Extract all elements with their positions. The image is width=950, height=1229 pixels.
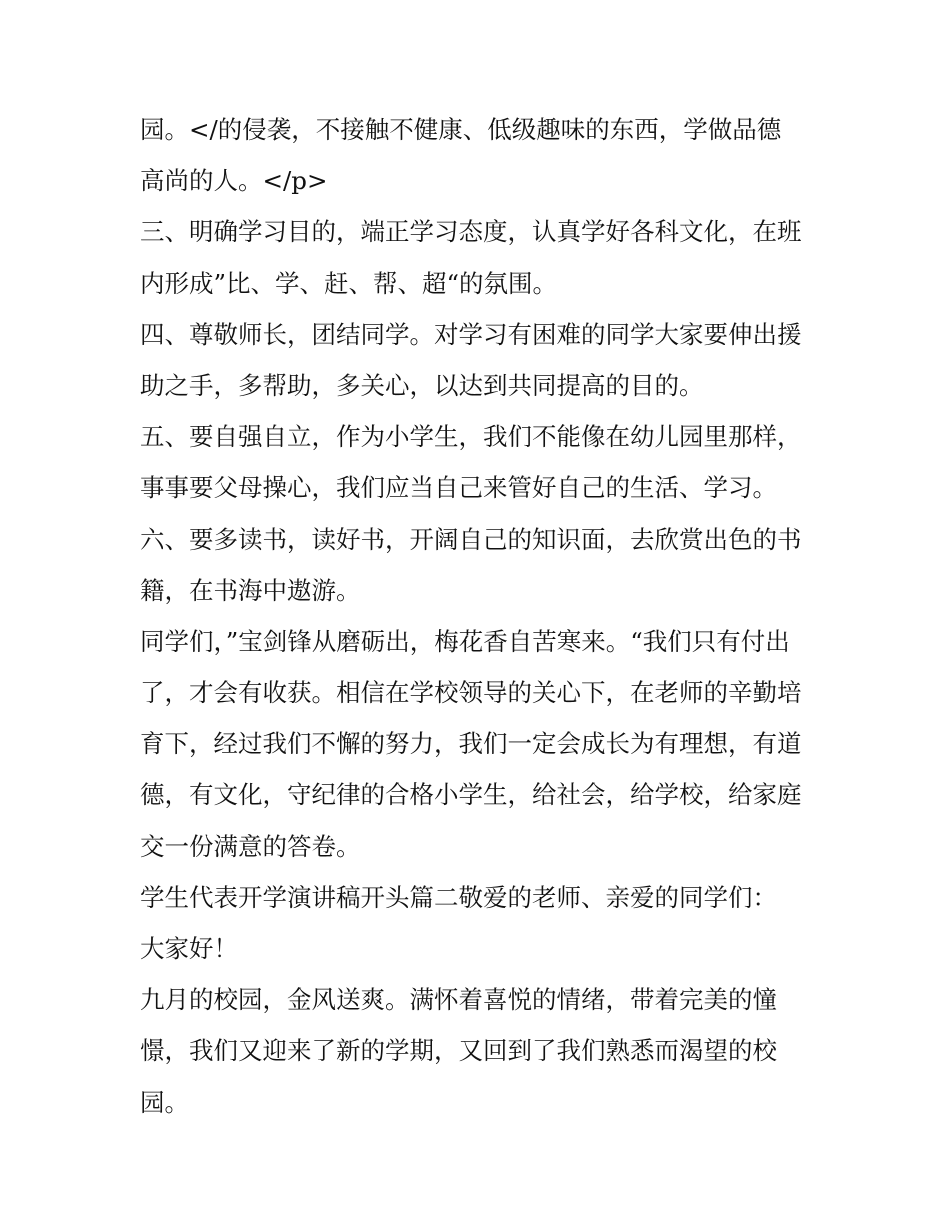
text-line: 大家好！ <box>140 934 238 963</box>
text-line: 园。 <box>140 1087 189 1117</box>
text-line: 三、明确学习目的，端正学习态度，认真学好各科文化，在班 <box>140 217 802 247</box>
text-line: 籍，在书海中遨游。 <box>140 575 361 605</box>
text-line: 了，才会有收获。相信在学校领导的关心下，在老师的辛勤培 <box>140 678 802 708</box>
text-line: 助之手，多帮助，多关心，以达到共同提高的目的。 <box>140 370 704 400</box>
text-line: 高尚的人。</p> <box>140 166 328 196</box>
text-line: 园。</的侵袭，不接触不健康、低级趣味的东西，学做品德 <box>140 115 782 144</box>
text-line: 学生代表开学演讲稿开头篇二敬爱的老师、亲爱的同学们： <box>140 882 777 912</box>
text-line: 事事要父母操心，我们应当自己来管好自己的生活、学习。 <box>140 473 777 503</box>
text-line: 五、要自强自立，作为小学生，我们不能像在幼儿园里那样， <box>140 422 802 452</box>
text-line: 德，有文化，守纪律的合格小学生，给社会，给学校，给家庭 <box>140 780 802 810</box>
text-line: 四、尊敬师长，团结同学。对学习有困难的同学大家要伸出援 <box>140 319 802 349</box>
text-line: 交一份满意的答卷。 <box>140 831 361 861</box>
text-line: 憬，我们又迎来了新的学期，又回到了我们熟悉而渴望的校 <box>140 1036 777 1066</box>
text-line: 同学们，”宝剑锋从磨砺出，梅花香自苦寒来。“我们只有付出 <box>140 626 790 656</box>
text-line: 六、要多读书，读好书，开阔自己的知识面，去欣赏出色的书 <box>140 524 802 554</box>
text-line: 育下，经过我们不懈的努力，我们一定会成长为有理想，有道 <box>140 729 802 759</box>
text-line: 内形成”比、学、赶、帮、超“的氛围。 <box>140 268 558 298</box>
text-line: 九月的校园，金风送爽。满怀着喜悦的情绪，带着完美的憧 <box>140 985 777 1015</box>
body-text <box>140 104 820 1128</box>
